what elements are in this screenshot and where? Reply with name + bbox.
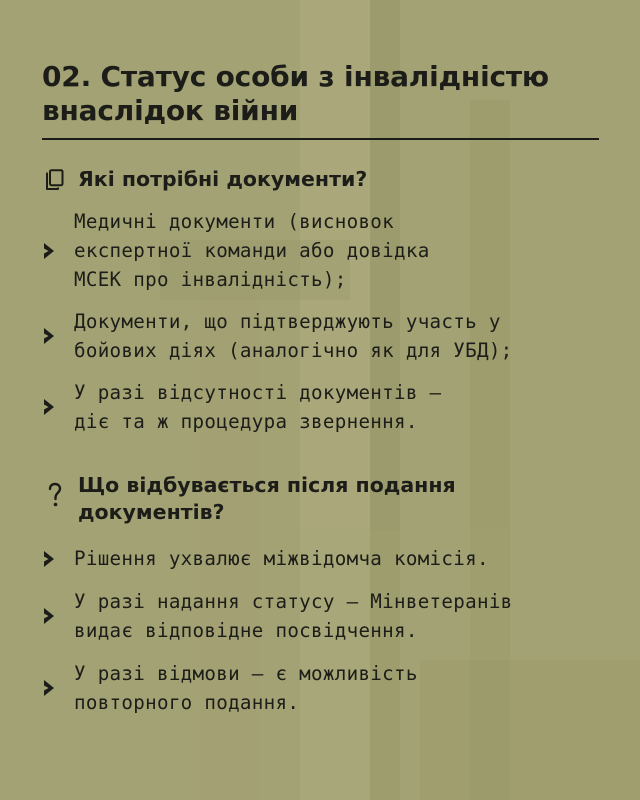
- question-mark-icon: [42, 472, 68, 508]
- list-item: [42, 659, 602, 717]
- list-item: [42, 587, 602, 645]
- chevron-right-icon: [42, 550, 68, 568]
- list-item: [42, 307, 602, 365]
- chevron-right-icon: [42, 607, 68, 625]
- chevron-right-icon: [42, 679, 68, 697]
- documents-icon: [42, 166, 68, 191]
- chevron-right-icon: [42, 242, 68, 260]
- list-item-text: Рішення ухвалює міжвідомча комісія.: [74, 547, 489, 570]
- section-documents-heading: [42, 166, 602, 193]
- list-item-text: У разі відмови – є можливість повторного подання.: [74, 662, 418, 714]
- list-item-text: Медичні документи (висновок експертної команди або довідка МСЕК про інвалідність);: [74, 210, 430, 291]
- section-after-submission-title: Що відбувається після подання документів?: [78, 473, 456, 524]
- list-item: [42, 207, 602, 294]
- page-title: 02. Статус особи з інвалідністю внаслідок війни: [42, 60, 549, 127]
- list-item-text: У разі надання статусу – Мінветеранів видає відповідне посвідчення.: [74, 590, 513, 642]
- section-after-submission-heading: [42, 472, 602, 526]
- chevron-right-icon: [42, 398, 68, 416]
- list-item-text: У разі відсутності документів – діє та ж процедура звернення.: [74, 381, 442, 433]
- title-divider: [42, 138, 599, 140]
- list-item-text: Документи, що підтверджують участь у бойових діях (аналогічно як для УБД);: [74, 310, 513, 362]
- list-item: [42, 378, 602, 436]
- chevron-right-icon: [42, 327, 68, 345]
- list-item: [42, 544, 602, 573]
- section-documents-title: Які потрібні документи?: [78, 167, 368, 191]
